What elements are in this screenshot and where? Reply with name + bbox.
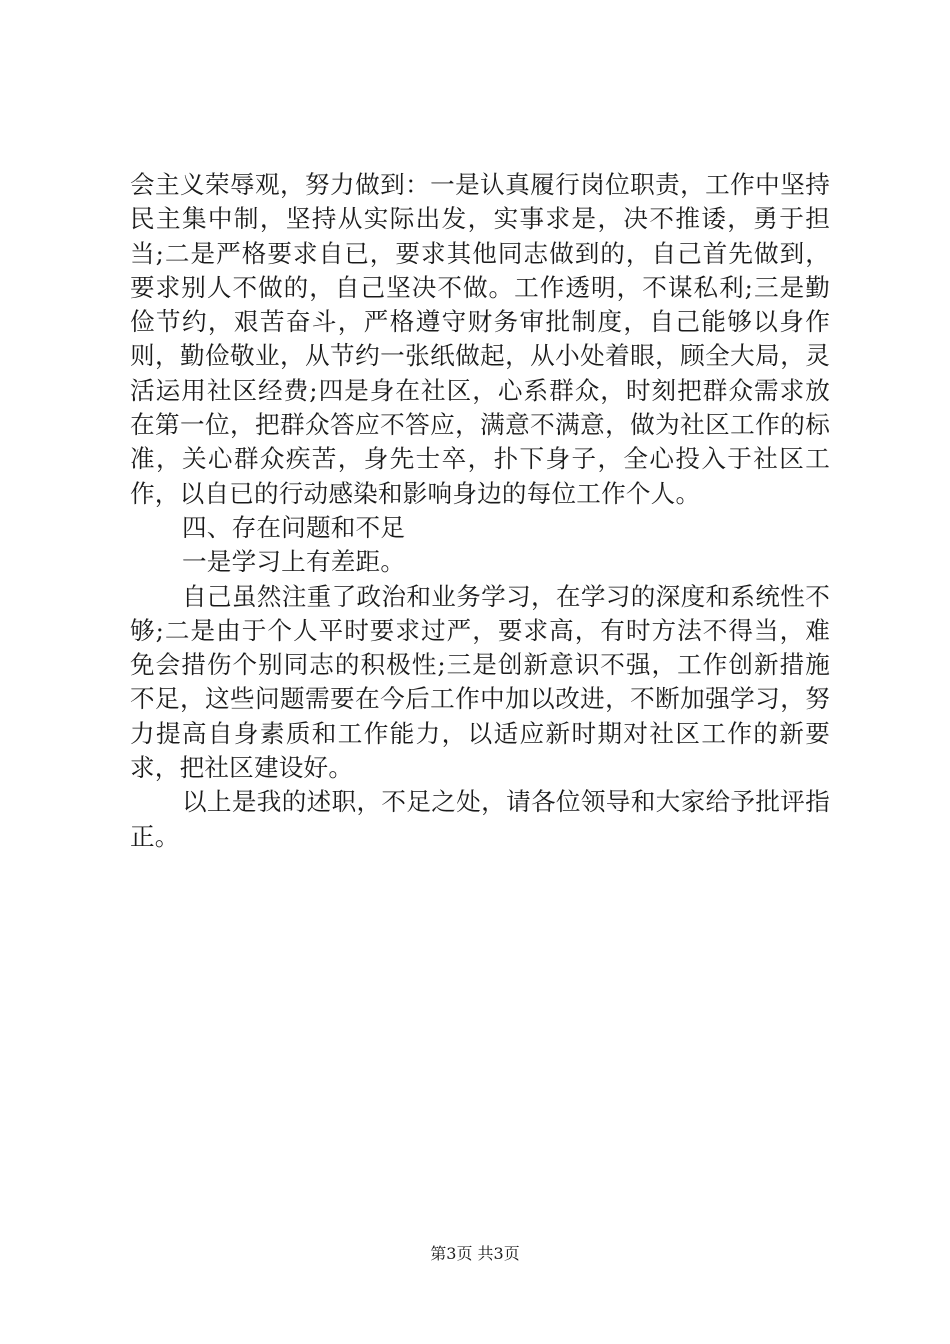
- document-body: [130, 168, 830, 854]
- paragraph-shortcomings: 自己虽然注重了政治和业务学习，在学习的深度和系统性不够;二是由于个人平时要求过严，要求高，有时方法不得当，难免会措伤个别同志的积极性;三是创新意识不强，工作创新措施不足，这些问题需要在今后工作中加以改进，不断加强学习，努力提高自身素质和工作能力，以适应新时期对社区工作的新要求，把社区建设好。: [130, 581, 830, 783]
- paragraph-study-gap: 一是学习上有差距。: [182, 547, 406, 577]
- page-number-footer: 第3页 共3页: [430, 1244, 520, 1263]
- section-heading-problems: 四、存在问题和不足: [182, 512, 406, 542]
- paragraph-closing: 以上是我的述职，不足之处，请各位领导和大家给予批评指正。: [130, 787, 830, 851]
- paragraph-duties: 会主义荣辱观，努力做到：一是认真履行岗位职责，工作中坚持民主集中制，坚持从实际出发，实事求是，决不推诿，勇于担当;二是严格要求自已，要求其他同志做到的，自己首先做到，要求别人不做的，自己坚决不做。工作透明，不谋私利;三是勤俭节约，艰苦奋斗，严格遵守财务审批制度，自己能够以身作则，勤俭敬业，从节约一张纸做起，从小处着眼，顾全大局，灵活运用社区经费;四是身在社区，心系群众，时刻把群众需求放在第一位，把群众答应不答应，满意不满意，做为社区工作的标准，关心群众疾苦，身先士卒，扑下身子，全心投入于社区工作，以自已的行动感染和影响身边的每位工作个人。: [130, 170, 830, 508]
